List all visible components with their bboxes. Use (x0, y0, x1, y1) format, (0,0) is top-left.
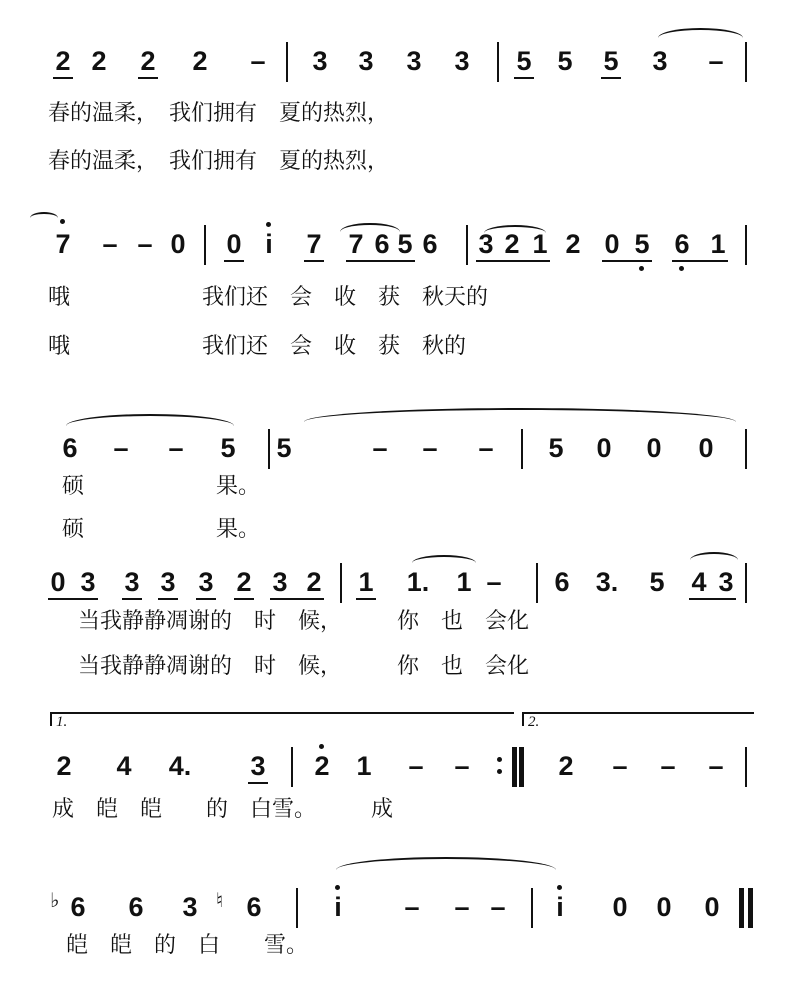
note: 3 (124, 567, 140, 597)
note: 0 (170, 229, 186, 259)
note: 3 (182, 892, 198, 922)
note: 7 (348, 229, 364, 259)
note: 3 (160, 567, 176, 597)
underline-beam (372, 260, 415, 262)
octave-dot-below (679, 266, 684, 271)
underline-beam (601, 77, 621, 79)
note: 2 (56, 751, 72, 781)
note: 5 (220, 433, 236, 463)
note: 3. (595, 567, 619, 597)
double-barline (739, 888, 744, 928)
lyric-line: 春的温柔， 我们拥有 夏的热烈， (48, 101, 390, 126)
note: – (708, 751, 724, 781)
note: – (137, 229, 153, 259)
note: 3 (358, 46, 374, 76)
volta-bracket (522, 712, 754, 726)
note: – (708, 46, 724, 76)
barline (531, 888, 533, 928)
barline (291, 747, 293, 787)
barline (745, 429, 747, 469)
barline (745, 563, 747, 603)
underline-beam (196, 598, 216, 600)
note: 0 (656, 892, 672, 922)
note: 3 (652, 46, 668, 76)
barline (745, 225, 747, 265)
note: 2 (314, 751, 330, 781)
note: – (102, 229, 118, 259)
note: 1 (456, 567, 472, 597)
note: – (486, 567, 502, 597)
octave-dot-above (266, 222, 271, 227)
fermata-dot (60, 219, 65, 224)
note: 5 (276, 433, 292, 463)
slur-arc (30, 212, 58, 224)
note: 5 (649, 567, 665, 597)
slur-arc (304, 408, 736, 436)
barline (204, 225, 206, 265)
slur-arc (66, 414, 234, 438)
note: 5 (557, 46, 573, 76)
barline (340, 563, 342, 603)
underline-beam (53, 77, 73, 79)
lyric-line: 硕 果。 (62, 474, 261, 499)
note: 6 (246, 892, 262, 922)
lyric-line: 当我静静凋谢的 时 候， 你 也 会化 (78, 609, 530, 634)
note: 1 (356, 751, 372, 781)
accidental: ♭ (50, 888, 60, 912)
note: 6 (62, 433, 78, 463)
note: 2 (140, 46, 156, 76)
note: 3 (272, 567, 288, 597)
note: – (454, 892, 470, 922)
note: 3 (250, 751, 266, 781)
note: 2 (55, 46, 71, 76)
slur-arc (336, 857, 556, 883)
octave-dot-below (639, 266, 644, 271)
octave-dot-above (557, 885, 562, 890)
note: i (265, 229, 273, 259)
note: 0 (704, 892, 720, 922)
barline (536, 563, 538, 603)
underline-beam (48, 598, 98, 600)
volta-label: 2. (528, 714, 540, 730)
accidental: ♮ (216, 888, 224, 912)
barline (497, 42, 499, 82)
note: 6 (70, 892, 86, 922)
note: 1 (710, 229, 726, 259)
barline (268, 429, 270, 469)
lyric-line: 当我静静凋谢的 时 候， 你 也 会化 (78, 654, 530, 679)
note: – (422, 433, 438, 463)
note: 3 (454, 46, 470, 76)
note: 0 (50, 567, 66, 597)
note: 1. (406, 567, 430, 597)
note: – (372, 433, 388, 463)
slur-arc (690, 552, 738, 568)
note: – (404, 892, 420, 922)
note: 7 (306, 229, 322, 259)
barline (286, 42, 288, 82)
note: 3 (718, 567, 734, 597)
underline-beam (689, 598, 736, 600)
note: 7 (55, 229, 71, 259)
note: 5 (548, 433, 564, 463)
note: 2 (558, 751, 574, 781)
underline-beam (514, 77, 534, 79)
volta-bracket (50, 712, 514, 726)
barline (296, 888, 298, 928)
lyric-line: 春的温柔， 我们拥有 夏的热烈， (48, 149, 390, 174)
note: 6 (674, 229, 690, 259)
note: 3 (198, 567, 214, 597)
note: 0 (604, 229, 620, 259)
slur-arc (340, 223, 400, 241)
lyric-line: 哦 我们还 会 收 获 秋的 (48, 334, 467, 359)
underline-beam (502, 260, 550, 262)
underline-beam (356, 598, 376, 600)
note: i (334, 892, 342, 922)
note: – (490, 892, 506, 922)
note: 2 (565, 229, 581, 259)
underline-beam (270, 598, 324, 600)
repeat-dot (497, 757, 502, 762)
octave-dot-above (335, 885, 340, 890)
note: – (113, 433, 129, 463)
note: 0 (596, 433, 612, 463)
note: 5 (603, 46, 619, 76)
note: 4 (116, 751, 132, 781)
underline-beam (234, 598, 254, 600)
note: – (660, 751, 676, 781)
note: 4 (691, 567, 707, 597)
note: 2 (192, 46, 208, 76)
slur-arc (412, 555, 476, 571)
note: – (478, 433, 494, 463)
slur-arc (484, 225, 546, 241)
note: 1 (358, 567, 374, 597)
underline-beam (304, 260, 324, 262)
barline (466, 225, 468, 265)
underline-beam (158, 598, 178, 600)
note: 6 (374, 229, 390, 259)
underline-beam (224, 260, 244, 262)
note: 5 (516, 46, 532, 76)
note: 6 (128, 892, 144, 922)
double-barline (512, 747, 517, 787)
underline-beam (122, 598, 142, 600)
barline (745, 42, 747, 82)
underline-beam (672, 260, 728, 262)
note: 3 (478, 229, 494, 259)
note: – (454, 751, 470, 781)
note: 0 (698, 433, 714, 463)
note: – (168, 433, 184, 463)
double-barline (519, 747, 524, 787)
lyric-line: 硕 果。 (62, 517, 261, 542)
double-barline (748, 888, 753, 928)
note: 6 (554, 567, 570, 597)
slur-arc (658, 28, 743, 48)
note: 2 (236, 567, 252, 597)
note: 0 (612, 892, 628, 922)
note: 0 (226, 229, 242, 259)
note: 4. (168, 751, 192, 781)
note: 2 (504, 229, 520, 259)
note: 5 (397, 229, 413, 259)
underline-beam (138, 77, 158, 79)
note: 3 (406, 46, 422, 76)
note: – (250, 46, 266, 76)
note: – (408, 751, 424, 781)
lyric-line: 哦 我们还 会 收 获 秋天的 (48, 285, 489, 310)
note: 2 (306, 567, 322, 597)
repeat-dot (497, 769, 502, 774)
barline (745, 747, 747, 787)
note: 0 (646, 433, 662, 463)
underline-beam (248, 782, 268, 784)
note: 3 (80, 567, 96, 597)
note: 5 (634, 229, 650, 259)
volta-label: 1. (56, 714, 68, 730)
note: 6 (422, 229, 438, 259)
note: 1 (532, 229, 548, 259)
underline-beam (602, 260, 652, 262)
note: – (612, 751, 628, 781)
note: i (556, 892, 564, 922)
note: 3 (312, 46, 328, 76)
note: 2 (91, 46, 107, 76)
lyric-line: 成 皑 皑 的 白雪。 成 (52, 797, 394, 822)
octave-dot-above (319, 744, 324, 749)
lyric-line: 皑 皑 的 白 雪。 (66, 933, 309, 958)
